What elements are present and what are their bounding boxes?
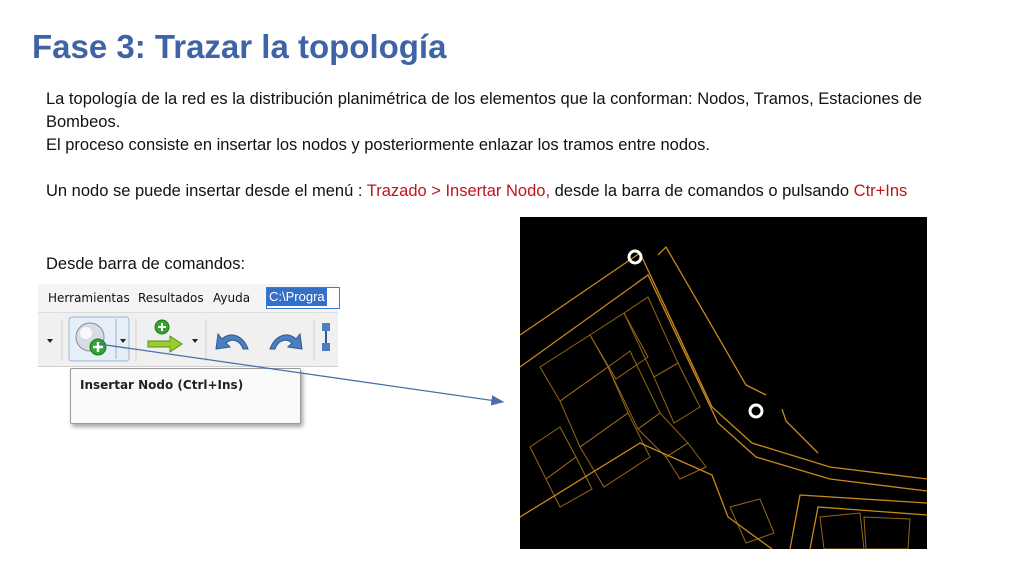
paragraph-topology-definition: La topología de la red es la distribución planimétrica de los elementos que la conforman: Nodos, Tramos, Estaciones de Bombeos.	[46, 90, 922, 131]
path-field[interactable]: C:\Progra	[266, 287, 340, 309]
menu-item-herramientas[interactable]: Herramientas	[48, 291, 130, 305]
tooltip-text: Insertar Nodo (Ctrl+Ins)	[80, 378, 244, 392]
insert-node-prefix: Un nodo se puede insertar desde el menú :	[46, 182, 367, 200]
menu-path-text: Trazado > Insertar Nodo,	[366, 182, 551, 200]
insert-node-middle: desde la barra de comandos o pulsando	[550, 182, 854, 200]
command-bar-label: Desde barra de comandos:	[46, 255, 246, 273]
paragraph-process: El proceso consiste en insertar los nodos y posteriormente enlazar los tramos entre nodos.	[46, 136, 711, 154]
menu-item-ayuda[interactable]: Ayuda	[213, 291, 251, 305]
slide-title: Fase 3: Trazar la topología	[32, 28, 447, 65]
shortcut-text: Ctr+Ins	[853, 182, 908, 200]
menu-item-resultados[interactable]: Resultados	[138, 291, 204, 305]
